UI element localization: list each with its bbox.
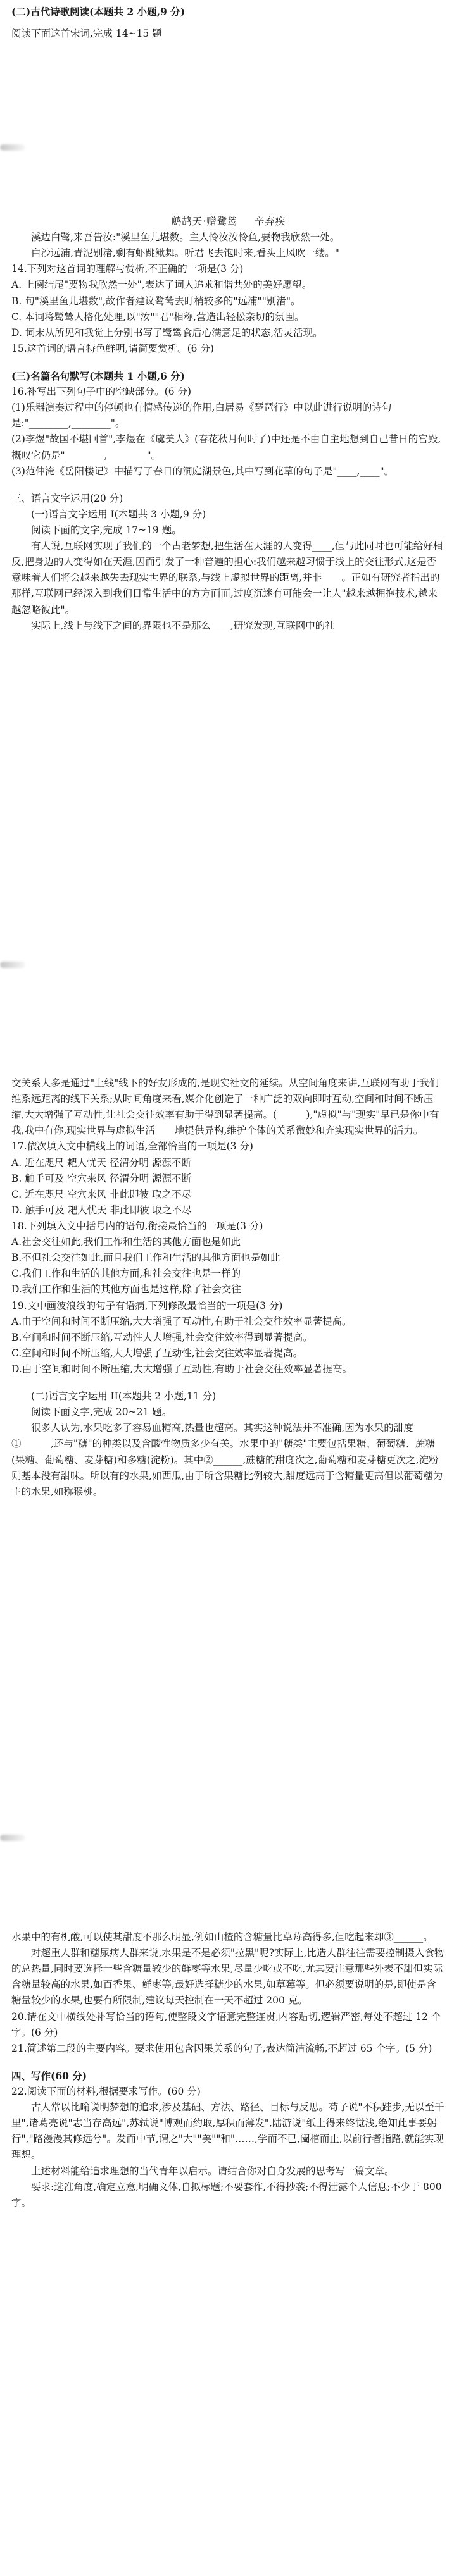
poem-line-1: 溪边白鹭,来吾告汝:"溪里鱼儿堪数。主人怜汝汝怜鱼,要物我欣然一处。	[31, 232, 340, 244]
q17-option-b: B. 触手可及 空穴来风 径渭分明 源源不断	[11, 1172, 192, 1184]
q18-option-b: B.不但社会交往如此,而且我们工作和生活的其他方面也是如此	[11, 1252, 280, 1264]
question-22: 22.阅读下面的材料,根据要求写作。(60 分)	[11, 2085, 201, 2097]
writing-instruction: 上述材料能给追求理想的当代青年以启示。请结合你对自身发展的思考写一篇文章。	[31, 2165, 394, 2177]
writing-material: 古人常以比喻说明梦想的追求,涉及基础、方法、路径、目标与反思。苟子说"不积跬步,无以至千里",诸葛亮说"志当存高远",苏轼说"博观而约取,厚积而薄发",陆游说"纸上得来终觉浅,绝知此事要躬行","路漫漫其修远兮"。发而中节,谓之"大""美""和"……,学而不已,阖棺而止,以前行者指路,就能实现理想。	[11, 2102, 444, 2161]
paragraph-e: 水果中的有机酸,可以使其甜度不那么明显,例如山楂的含糖量比草莓高得多,但吃起来却③______。	[11, 1931, 433, 1943]
poem-block	[0, 214, 466, 634]
question-15: 15.这首词的语言特色鲜明,请简要赏析。(6 分)	[11, 342, 214, 354]
language-use-section	[0, 1075, 466, 1500]
q14-option-b: B. 句"溪里鱼儿堪数",故作者建议鹭鸶去盯梢较多的"远浦""别渚"。	[11, 295, 301, 307]
q19-option-c: C.空间和时间不断压缩,大大增强了互动性,社会交往效率显著提高。	[11, 1347, 303, 1359]
poetry-section	[0, 4, 466, 42]
sub1-intro: 阅读下面的文字,完成 17~19 题。	[31, 524, 182, 536]
poem-line-2: 白沙远浦,青泥别渚,剩有虾跳鳅舞。听君飞去饱时来,看头上风吹一缕。"	[31, 247, 339, 259]
q16-item-1: (1)乐器演奏过程中的停顿也有情感传递的作用,白居易《琵琶行》中以此进行说明的诗句是:"________,________"。	[11, 402, 392, 430]
question-20: 20.请在文中横线处补写恰当的语句,使整段文字语意完整连贯,内容贴切,逻辑严密,每处不超过 12 个字。(6 分)	[11, 2010, 441, 2038]
paragraph-d: 很多人认为,水果吃多了容易血糖高,热量也超高。其实这种说法并不准确,因为水果的甜度①______,还与"糖"的种类以及含酸性物质多少有关。水果中的"糖类"主要包括果糖、葡萄糖、蔗糖(果糖、葡萄糖、麦芽糖)和多糖(淀粉)。其中②______,蔗糖的甜度次之,葡萄糖和麦芽糖更次之,淀粉则基本没有甜味。所以有的水果,如西瓜,由于所含果糖比例较大,甜度远高于含糖量更高但以葡萄糖为主的水果,如猕猴桃。	[11, 1422, 443, 1497]
q17-option-d: D. 触手可及 耙人忧天 非此即彼 取之不尽	[11, 1204, 192, 1216]
question-19: 19.文中画波浪线的句子有语病,下列修改最恰当的一项是(3 分)	[11, 1299, 283, 1311]
question-16: 16.补写出下列句子中的空缺部分。(6 分)	[11, 386, 192, 398]
q19-option-b: B.空间和时间不断压缩,互动性大大增强,社会交往效率得到显著提高。	[11, 1331, 313, 1343]
paragraph-c: 交关系大多是通过"上线"线下的好友形成的,是现实社交的延续。从空间角度来讲,互联网有助于我们维系远距离的线下关系;从时间角度来看,媒介化创造了一种广泛的双向即时互动,空间和时间不断压缩,大大增强了互动性,让社会交往效率有助于得到显著提高。(______),"虚拟"与"现实"早已是你中有我,我中有你,现实世界与虚拟生活____地提供异构,维护个体的关系微妙和充实现实世界的活力。	[11, 1077, 439, 1137]
writing-requirements: 要求:选准角度,确定立意,明确文体,自拟标题;不要套作,不得抄袭;不得泄露个人信息;不少于 800 字。	[11, 2181, 442, 2208]
sub2-intro: 阅读下面文字,完成 20~21 题。	[31, 1406, 172, 1418]
memorize-heading: (三)名篇名句默写(本题共 1 小题,6 分)	[11, 369, 185, 382]
q18-option-a: A.社会交往如此,我们工作和生活的其他方面也是如此	[11, 1236, 241, 1248]
paragraph-a: 有人说,互联网实现了我们的一个古老梦想,把生活在天涯的人变得____,但与此同时也可能给好相反,把身边的人变得如在天涯,因而引发了一种普遍的担心:我们越来越习惯于线上的交往形式,这是否意味着人们将会越来越失去现实世界的联系,与线上虚拟世界的距离,并非____。正如有研究者指出的那样,互联网已经深入到我们日常生活中的方方面面,过度沉迷有可能会一让人"越来越拥抱技术,越来越忽略彼此"。	[11, 540, 443, 616]
q19-option-d: D.由于空间和时间不断压缩,大大增强了互动性,有助于社会交往效率显著提高。	[11, 1363, 353, 1375]
q18-option-c: C.我们工作和生活的其他方面,和社会交往也是一样的	[11, 1268, 241, 1280]
q17-option-c: C. 近在咫尺 空穴来风 非此即彼 取之不尽	[11, 1188, 191, 1200]
question-14: 14.下列对这首词的理解与赏析,不正确的一项是(3 分)	[11, 263, 244, 275]
poem-title	[11, 214, 446, 230]
blur-mark	[0, 1835, 25, 1841]
writing-section	[0, 1929, 466, 2211]
poem-author: 辛弃疾	[254, 216, 286, 227]
paragraph-b: 实际上,线上与线下之间的界限也不是那么____,研究发现,互联网中的社	[31, 619, 335, 631]
poetry-heading: (二)古代诗歌阅读(本题共 2 小题,9 分)	[11, 6, 185, 18]
sub1-heading: (一)语言文字运用 I(本题共 3 小题,9 分)	[31, 508, 206, 520]
section-3-heading: 三、语言文字运用(20 分)	[11, 492, 123, 504]
q18-option-d: D.我们工作和生活的其他方面也是这样,除了社会交往	[11, 1284, 241, 1296]
question-21: 21.简述第二段的主要内容。要求使用包含因果关系的句子,表达简洁流畅,不超过 65 个字。(5 分)	[11, 2042, 432, 2054]
blur-mark	[0, 144, 25, 151]
blur-mark	[0, 962, 25, 968]
question-18: 18.下列填入文中括号内的语句,衔接最恰当的一项是(3 分)	[11, 1220, 263, 1232]
q14-option-a: A. 上阕结尾"要物我欣然一处",表达了词人追求和谐共处的美好愿望。	[11, 279, 312, 291]
section-4-heading: 四、写作(60 分)	[11, 2069, 87, 2082]
q17-option-a: A. 近在咫尺 耙人忧天 径渭分明 源源不断	[11, 1156, 191, 1168]
paragraph-f: 对超重人群和糖尿病人群来说,水果是不是必须"拉黑"呢?实际上,比造人群往往需要控制摄入食物的总热量,同时要选择一些含糖量较少的鲜枣等水果,尽量少吃或不吃,尤其要注意那些外表不甜但实际含糖量较高的水果,如百香果、鲜枣等,最好选择糖少的水果,如草莓等。但必须要说明的是,即使是含糖量较少的水果,也要有所限制,建议每天控制在一天不超过 200 克。	[11, 1947, 444, 2007]
poem-name: 鹧鸪天·赠鹭鸶	[171, 216, 238, 227]
q19-option-a: A.由于空间和时间不断压缩,大大增强了互动性,有助于社会交往效率显著提高。	[11, 1315, 352, 1327]
poetry-intro: 阅读下面这首宋词,完成 14~15 题	[11, 28, 162, 40]
question-17: 17.依次填入文中横线上的词语,全部恰当的一项是(3 分)	[11, 1141, 253, 1153]
q16-item-3: (3)范仲淹《岳阳楼记》中描写了春日的洞庭湖景色,其中写到花草的句子是"____,____"。	[11, 465, 394, 477]
q16-item-2: (2)李煜"故国不堪回首",李煜在《虞美人》(春花秋月何时了)中还是不由自主地想到自己昔日的宫殿,概叹它仍是"________,________"。	[11, 433, 441, 461]
q14-option-d: D. 词末从所见和我觉上分别书写了鹭鸶食后心满意足的状态,活灵活现。	[11, 326, 323, 338]
sub2-heading: (二)语言文字运用 II(本题共 2 小题,11 分)	[31, 1390, 217, 1403]
q14-option-c: C. 本词将鹭鸶人格化处理,以"汝""君"相称,营造出轻松亲切的氛围。	[11, 311, 305, 323]
